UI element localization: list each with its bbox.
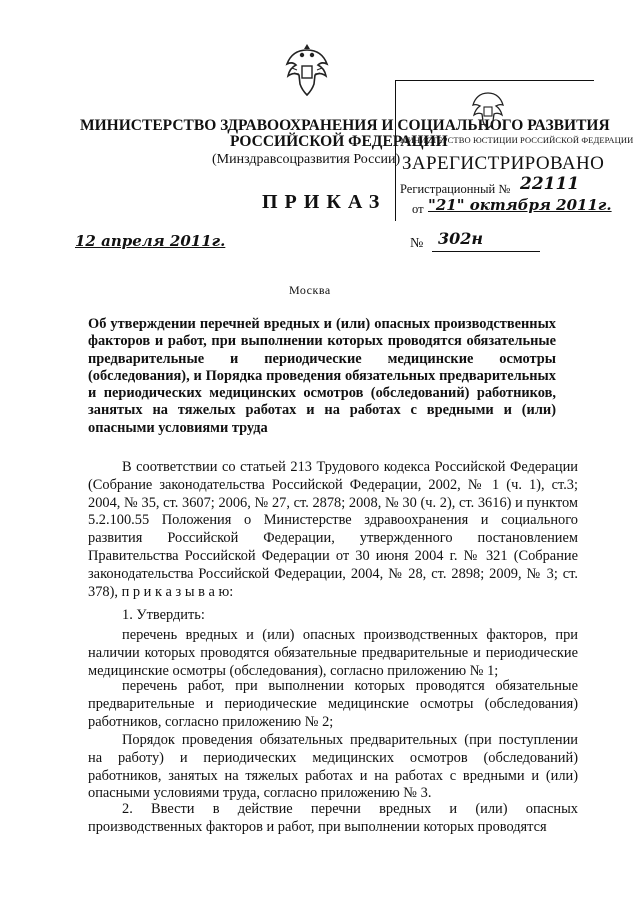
- order-date-handwritten: 12 апреля 2011г.: [75, 232, 226, 250]
- stamp-reg-number-handwritten: 22111: [520, 174, 580, 194]
- order-number-handwritten: 302н: [438, 229, 484, 248]
- list-item-procedure: Порядок проведения обязательных предварительных (при поступлении на работу) и периодических медицинских осмотров (обследований) работников, занятых на тяжелых работах и на работах с вредными и (или) опасными условиями труда, согласно приложению № 3.: [88, 732, 578, 802]
- list-item-works: перечень работ, при выполнении которых проводятся обязательные предварительные и периодические медицинские осмотры (обследования) работников, согласно приложению № 2;: [88, 678, 578, 730]
- document-type-heading: ПРИКАЗ: [262, 191, 387, 213]
- order-title: Об утверждении перечней вредных и (или) опасных производственных факторов и работ, при выполнении которых проводятся обязательные предварительные и периодические медицинские осмотры (обследования), и Порядка проведения обязательных предварительных и периодических медицинских осмотров (обследований) работников, занятых на тяжелых работах и на работах с вредными и (или) опасными условиями труда: [88, 316, 556, 436]
- ministry-name-line2: РОССИЙСКОЙ ФЕДЕРАЦИИ: [230, 133, 448, 150]
- stamp-date-handwritten: "21" октября 2011г.: [428, 196, 612, 214]
- city-name: Москва: [289, 283, 331, 297]
- order-number-label: №: [410, 236, 424, 251]
- list-item-factors: перечень вредных и (или) опасных производственных факторов, при наличии которых проводятся обязательные предварительные и периодические медицинские осмотры (обследования), согласно приложению № 1;: [88, 627, 578, 679]
- preamble-paragraph: В соответствии со статьей 213 Трудового кодекса Российской Федерации (Собрание законодательства Российской Федерации, 2002, № 1 (ч. 1), ст.3; 2004, № 35, ст. 3607; 2006, № 27, ст. 2878; 2008, № 30 (ч. 2), ст. 3616) и пунктом 5.2.100.55 Положения о Министерстве здравоохранения и социального развития Российской Федерации, утвержденного постановлением Правительства Российской Федерации от 30 июня 2004 г. № 321 (Собрание законодательства Российской Федерации, 2004, № 28, ст. 2898; 2009, № 3; ст. 378), п р и к а з ы в а ю:: [88, 459, 578, 600]
- stamp-emblem-icon: [470, 90, 506, 130]
- stamp-ministry-of-justice: МИНИСТЕРСТВО ЮСТИЦИИ РОССИЙСКОЙ ФЕДЕРАЦИИ: [400, 135, 634, 145]
- item-2-paragraph: 2. Ввести в действие перечни вредных и (или) опасных производственных факторов и работ, при выполнении которых проводятся: [88, 801, 578, 835]
- coat-of-arms-emblem-icon: [282, 40, 332, 98]
- stamp-reg-number-label: Регистрационный №: [400, 182, 511, 196]
- ministry-name-line1: МИНИСТЕРСТВО ЗДРАВООХРАНЕНИЯ И СОЦИАЛЬНОГО РАЗВИТИЯ: [80, 117, 610, 134]
- stamp-registered-label: ЗАРЕГИСТРИРОВАНО: [402, 153, 605, 174]
- ministry-short-name: (Минздравсоцразвития России): [212, 152, 401, 167]
- order-number-underline: [432, 251, 540, 252]
- item-1-heading: 1. Утвердить:: [122, 607, 205, 623]
- stamp-date-prefix: от: [412, 202, 424, 216]
